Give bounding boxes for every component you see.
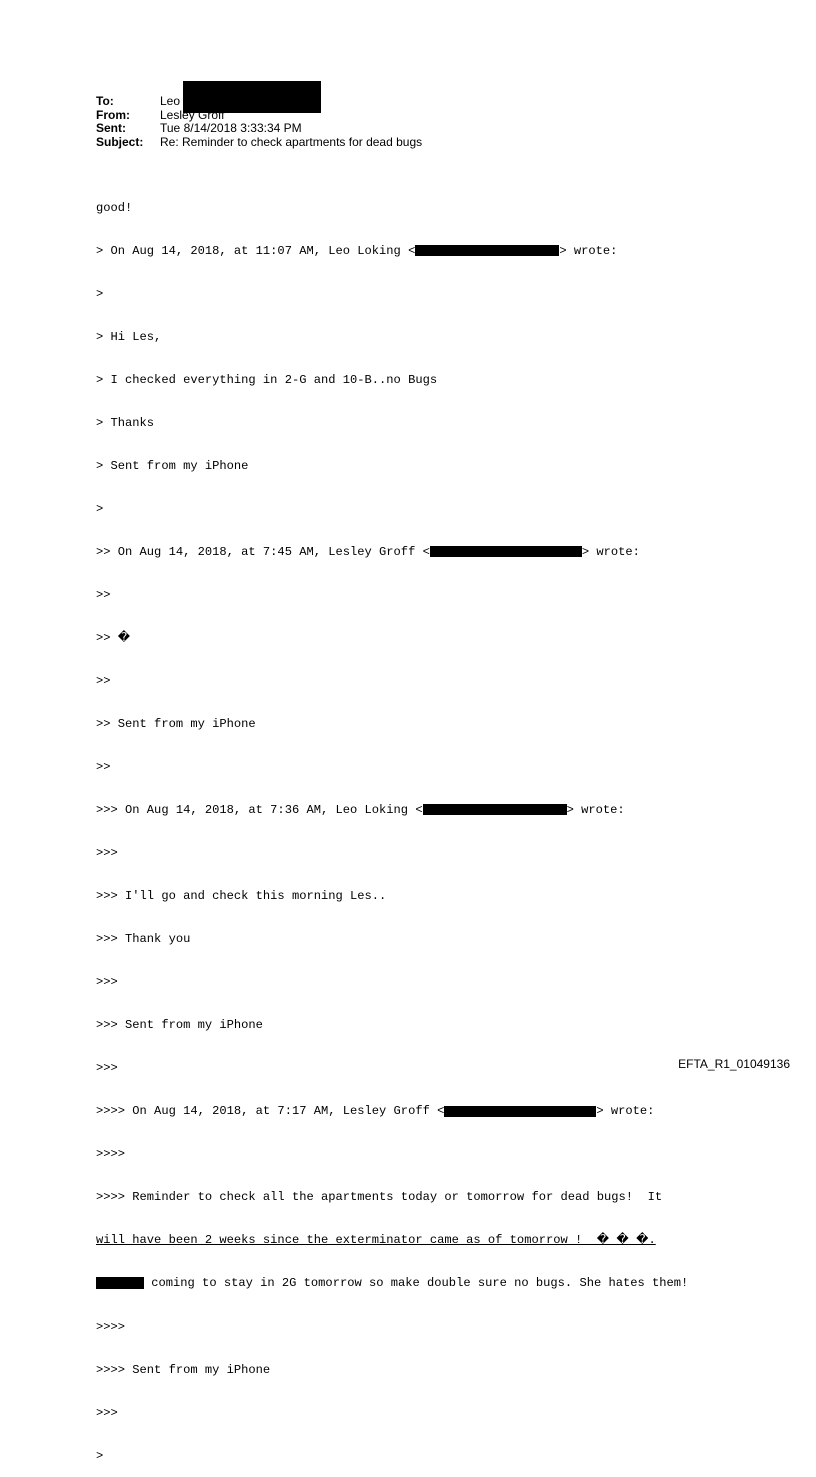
body-line — [96, 932, 688, 946]
body-text: >>>> — [96, 1319, 126, 1334]
body-line — [96, 975, 688, 989]
body-text: >> Sent from my iPhone — [96, 717, 256, 732]
body-text: > Sent from my iPhone — [96, 458, 249, 473]
body-text: > wrote: — [581, 544, 640, 559]
subject-label: Subject: — [96, 134, 144, 149]
subject-row — [96, 136, 422, 150]
body-text: >> — [96, 674, 111, 689]
body-text: > On Aug 14, 2018, at 11:07 AM, Leo Loking < — [96, 243, 416, 258]
body-text: >>>> On Aug 14, 2018, at 7:17 AM, Lesley Groff < — [96, 1104, 445, 1119]
body-line — [96, 1406, 688, 1420]
subject-value: Re: Reminder to check apartments for dead bugs — [160, 134, 423, 149]
body-line — [96, 1449, 688, 1463]
body-line — [96, 846, 688, 860]
body-text: > — [96, 286, 104, 301]
body-text: >> � — [96, 631, 131, 645]
body-line — [96, 674, 688, 688]
to-value: Leo — [160, 94, 181, 108]
redaction-block — [415, 245, 559, 256]
body-text: >>> — [96, 975, 118, 990]
body-line — [96, 631, 688, 645]
body-line — [96, 588, 688, 602]
body-text: >> — [96, 587, 111, 602]
sent-label: Sent: — [96, 121, 126, 135]
body-text: > wrote: — [559, 243, 618, 258]
body-line — [96, 545, 688, 559]
body-text: coming to stay in 2G tomorrow so make double sure no bugs. She hates them! — [144, 1276, 689, 1291]
body-text: good! — [96, 200, 133, 215]
body-line — [96, 1147, 688, 1161]
body-text: >>> I'll go and check this morning Les.. — [96, 889, 387, 904]
sent-value: Tue 8/14/2018 3:33:34 PM — [160, 121, 302, 135]
body-line — [96, 1018, 688, 1032]
email-header — [96, 95, 422, 149]
body-line — [96, 760, 688, 774]
body-text: >>> — [96, 1405, 118, 1420]
redaction-block — [96, 1277, 144, 1289]
body-line — [96, 459, 688, 473]
body-text: >>> Sent from my iPhone — [96, 1018, 263, 1033]
body-line — [96, 1061, 688, 1075]
from-label: From: — [96, 107, 130, 122]
body-line — [96, 416, 688, 430]
body-text: > — [96, 501, 104, 516]
body-line — [96, 1363, 688, 1377]
body-line — [96, 287, 688, 301]
body-line — [96, 502, 688, 516]
body-line — [96, 201, 688, 215]
body-text: >>> — [96, 1061, 118, 1076]
body-line — [96, 1233, 688, 1247]
from-row — [96, 109, 422, 123]
body-text: >>>> Sent from my iPhone — [96, 1362, 271, 1377]
body-text: will have been 2 weeks since the exterminator came as of tomorrow ! � � �. — [96, 1233, 656, 1248]
email-body — [96, 172, 688, 1477]
body-line — [96, 803, 688, 817]
body-text: >>> — [96, 846, 118, 861]
body-text: >>> Thank you — [96, 932, 191, 947]
body-text: >> On Aug 14, 2018, at 7:45 AM, Lesley Groff < — [96, 544, 430, 559]
redaction-block — [444, 1106, 596, 1117]
sent-row — [96, 122, 422, 136]
body-line — [96, 1320, 688, 1334]
body-line — [96, 889, 688, 903]
to-label: To: — [96, 94, 114, 108]
redaction-block — [423, 804, 567, 815]
body-text: >>> On Aug 14, 2018, at 7:36 AM, Leo Loking < — [96, 803, 423, 818]
body-text: > Thanks — [96, 415, 155, 430]
body-line — [96, 373, 688, 387]
body-text: > I checked everything in 2-G and 10-B..no Bugs — [96, 372, 438, 387]
body-line — [96, 244, 688, 258]
body-line — [96, 1276, 688, 1290]
body-line — [96, 717, 688, 731]
from-value: Lesley Groff — [160, 107, 225, 122]
document-id: EFTA_R1_01049136 — [678, 1057, 790, 1071]
to-row — [96, 95, 422, 109]
body-text: >> — [96, 760, 111, 775]
body-text: > wrote: — [596, 1104, 655, 1119]
body-text: > — [96, 1448, 104, 1463]
body-text: >>>> — [96, 1147, 126, 1162]
body-line — [96, 330, 688, 344]
body-text: >>>> Reminder to check all the apartments today or tomorrow for dead bugs! It — [96, 1190, 663, 1205]
body-text: > wrote: — [566, 803, 625, 818]
body-line — [96, 1104, 688, 1118]
body-line — [96, 1190, 688, 1204]
redaction-block — [430, 546, 582, 557]
body-text: > Hi Les, — [96, 329, 162, 344]
